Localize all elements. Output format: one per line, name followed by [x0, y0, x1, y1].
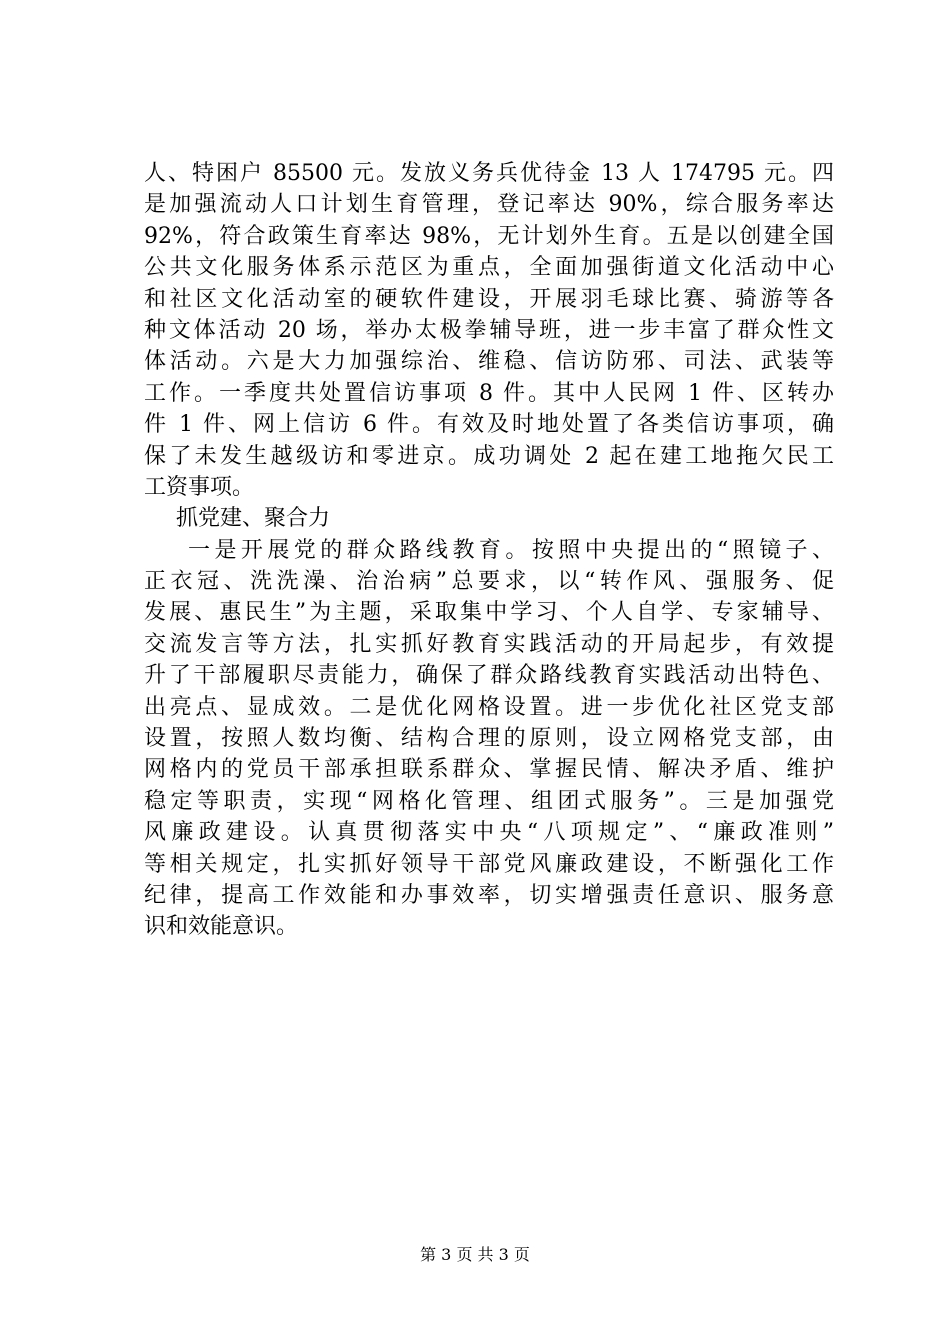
text-line: 正衣冠、洗洗澡、治治病”总要求，以“转作风、强服务、促: [144, 569, 834, 595]
section-heading: 抓党建、聚合力: [176, 506, 331, 532]
text-line: 网格内的党员干部承担联系群众、掌握民情、解决矛盾、维护: [144, 757, 834, 783]
text-line: 一是开展党的群众路线教育。按照中央提出的“照镜子、: [188, 537, 834, 563]
text-line: 等相关规定，扎实抓好领导干部党风廉政建设，不断强化工作: [144, 851, 834, 877]
text-line: 92%，符合政策生育率达 98%，无计划外生育。五是以创建全国: [144, 223, 834, 249]
text-line: 工资事项。: [144, 474, 255, 500]
text-line: 升了干部履职尽责能力，确保了群众路线教育实践活动出特色、: [144, 663, 834, 689]
text-line: 件 1 件、网上信访 6 件。有效及时地处置了各类信访事项，确: [144, 412, 834, 438]
text-line: 交流发言等方法，扎实抓好教育实践活动的开局起步，有效提: [144, 631, 834, 657]
text-line: 发展、惠民生”为主题，采取集中学习、个人自学、专家辅导、: [144, 600, 834, 626]
page-number-footer: 第 3 页 共 3 页: [420, 1245, 530, 1264]
text-line: 是加强流动人口计划生育管理，登记率达 90%，综合服务率达: [144, 192, 834, 218]
text-line: 出亮点、显成效。二是优化网格设置。进一步优化社区党支部: [144, 694, 834, 720]
text-line: 人、特困户 85500 元。发放义务兵优待金 13 人 174795 元。四: [144, 161, 834, 186]
text-line: 种文体活动 20 场，举办太极拳辅导班，进一步丰富了群众性文: [144, 317, 834, 343]
text-line: 稳定等职责，实现“网格化管理、组团式服务”。三是加强党: [144, 788, 834, 814]
body-text: [144, 158, 834, 943]
text-line: 识和效能意识。: [144, 914, 299, 940]
text-line: 纪律，提高工作效能和办事效率，切实增强责任意识、服务意: [144, 882, 834, 908]
text-line: 和社区文化活动室的硬软件建设，开展羽毛球比赛、骑游等各: [144, 286, 834, 312]
text-line: 保了未发生越级访和零进京。成功调处 2 起在建工地拖欠民工: [144, 443, 834, 469]
text-line: 设置，按照人数均衡、结构合理的原则，设立网格党支部，由: [144, 726, 834, 752]
text-line: 公共文化服务体系示范区为重点，全面加强街道文化活动中心: [144, 255, 834, 281]
text-line: 体活动。六是大力加强综治、维稳、信访防邪、司法、武装等: [144, 349, 834, 375]
text-line: 风廉政建设。认真贯彻落实中央“八项规定”、“廉政准则”: [144, 820, 834, 846]
text-line: 工作。一季度共处置信访事项 8 件。其中人民网 1 件、区转办: [144, 380, 834, 406]
